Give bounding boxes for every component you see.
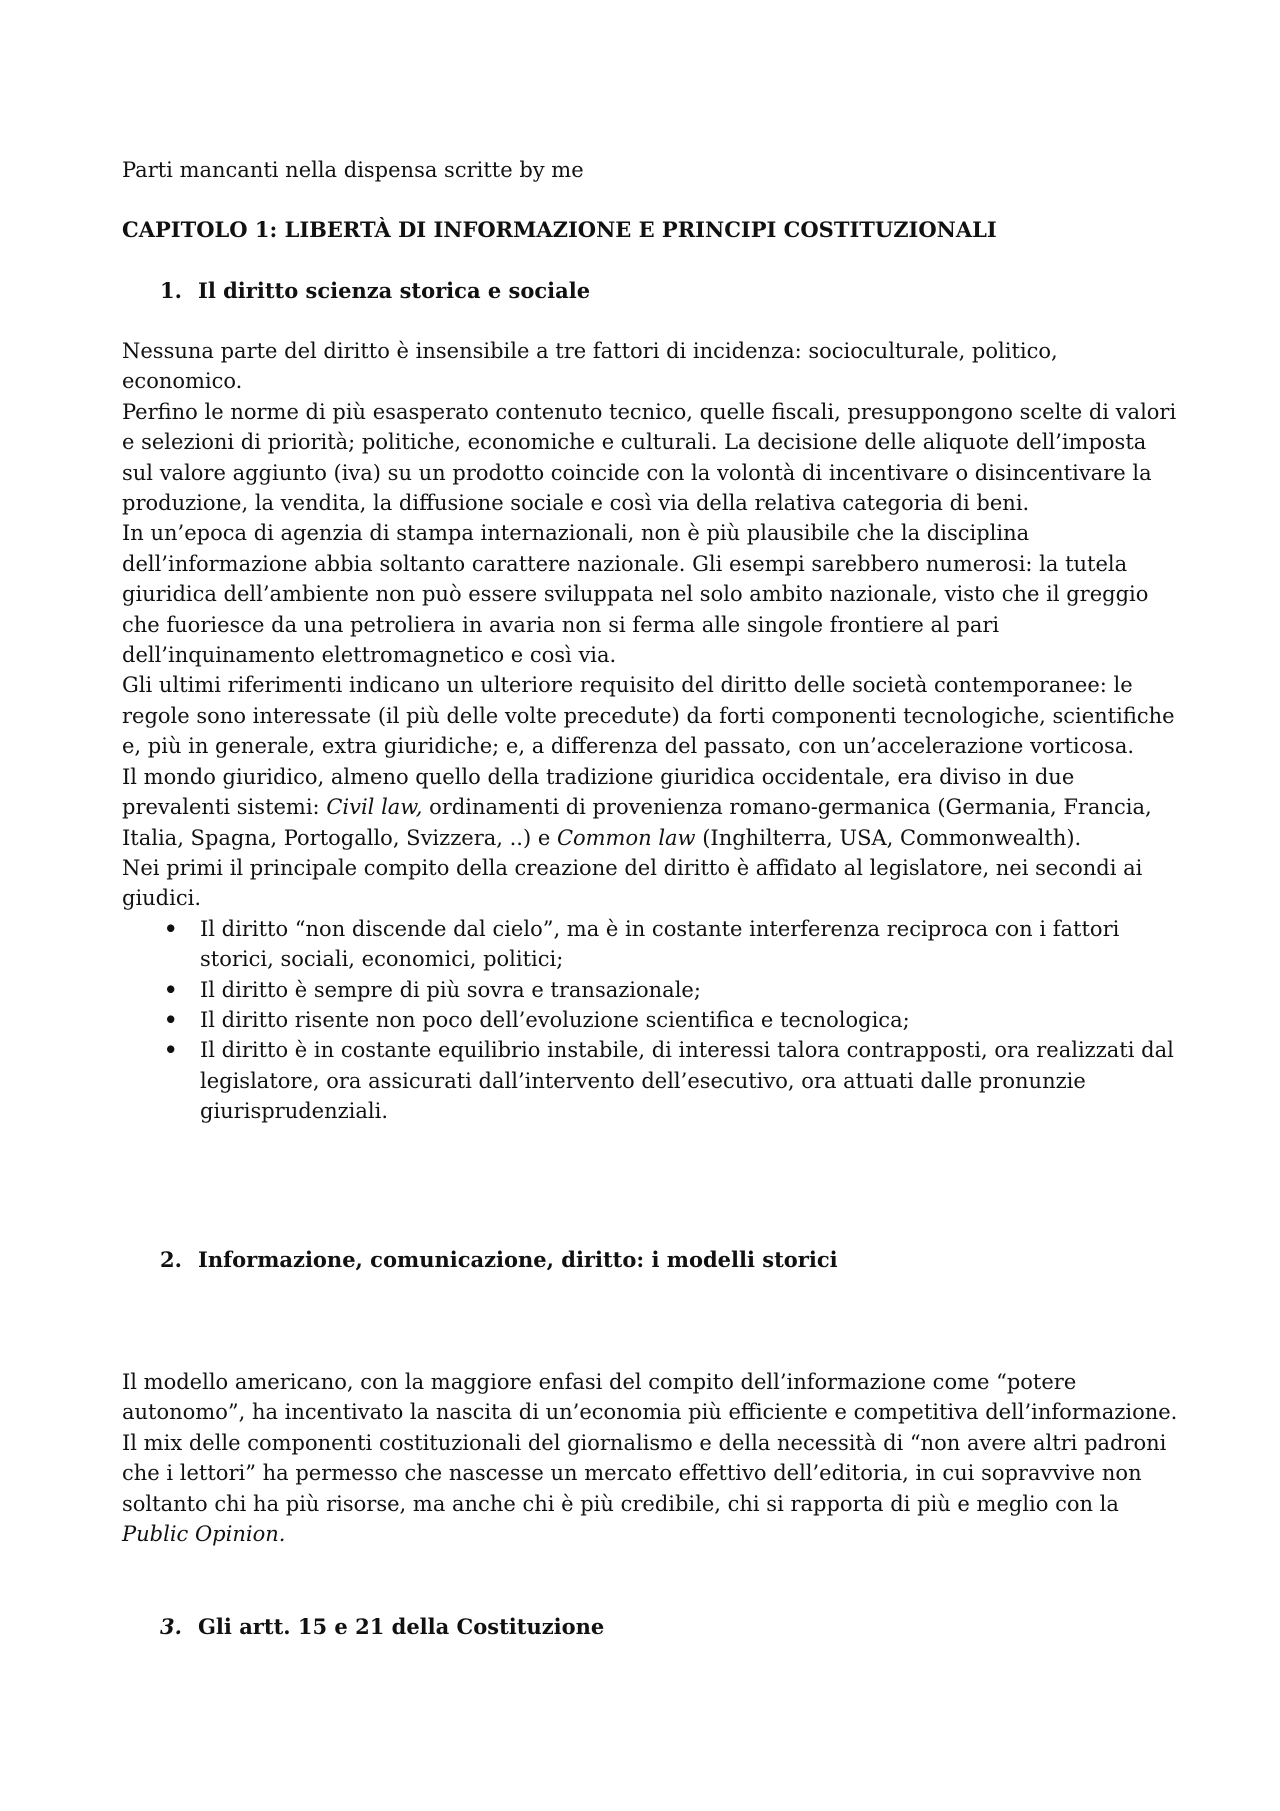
section-2-paragraph-2	[122, 1428, 1182, 1550]
section-1-number: 1.	[160, 278, 182, 303]
section-1-title: Il diritto scienza storica e sociale	[198, 278, 591, 303]
bullet-icon: •	[164, 915, 178, 941]
chapter-heading	[122, 215, 1182, 245]
paragraph-text: Il mix delle componenti costituzionali del giornalismo e della necessità di “non avere altri padroni che i lettori” ha permesso che nascesse un mercato effettivo dell’editoria, in cui sopravvive non soltanto chi ha più risorse, ma anche chi è più credibile, chi si rapporta di più e meglio con la	[122, 1430, 1167, 1516]
section-1-paragraph-5	[122, 762, 1182, 853]
list-item	[122, 1005, 1182, 1035]
section-1-paragraph-4: Gli ultimi riferimenti indicano un ulteriore requisito del diritto delle società contemporanee: le regole sono interessate (il più delle volte precedute) da forti componenti tecnologiche, scientifiche e, più in generale, extra giuridiche; e, a differenza del passato, con un’accelerazione vorticosa.	[122, 673, 1175, 759]
bullet-text: Il diritto risente non poco dell’evoluzione scientifica e tecnologica;	[200, 1007, 910, 1032]
section-1-paragraph-3: In un’epoca di agenzia di stampa internazionali, non è più plausibile che la disciplina dell’informazione abbia soltanto carattere nazionale. Gli esempi sarebbero numerosi: la tutela giuridica dell’ambiente non può essere sviluppata nel solo ambito nazionale, visto che il greggio che fuoriesce da una petroliera in avaria non si ferma alle singole frontiere al pari dell’inquinamento elettromagnetico e così via.	[122, 521, 1149, 668]
bullet-text: Il diritto è sempre di più sovra e transazionale;	[200, 977, 701, 1002]
bullet-text: Il diritto “non discende dal cielo”, ma è in costante interferenza reciproca con i fattori storici, sociali, economici, politici;	[200, 916, 1120, 972]
bullet-icon: •	[164, 1006, 178, 1032]
paragraph-5-text-b: ordinamenti di provenienza romano-germanica (Germania, Francia, Italia, Spagna, Portogallo, Svizzera, ..) e	[122, 795, 1152, 850]
section-2-title: Informazione, comunicazione, diritto: i modelli storici	[198, 1247, 838, 1272]
intro-line	[122, 155, 1182, 185]
section-2-body	[122, 1367, 1182, 1549]
list-item	[122, 914, 1182, 975]
section-3-heading	[160, 1612, 604, 1642]
section-1-paragraph-6: Nei primi il principale compito della creazione del diritto è affidato al legislatore, nei secondi ai giudici.	[122, 855, 1143, 911]
bullet-icon: •	[164, 1037, 178, 1063]
section-1-paragraph-1: Nessuna parte del diritto è insensibile a tre fattori di incidenza: socioculturale, politico, economico.	[122, 339, 1058, 394]
bullet-icon: •	[164, 976, 178, 1002]
section-2-paragraph-1: Il modello americano, con la maggiore enfasi del compito dell’informazione come “potere autonomo”, ha incentivato la nascita di un’economia più efficiente e competitiva dell’informazione.	[122, 1370, 1178, 1425]
list-item	[122, 975, 1182, 1005]
list-item	[122, 1035, 1182, 1126]
section-2-heading	[160, 1245, 838, 1275]
section-1-bullet-list	[122, 914, 1182, 1127]
civil-law-term: Civil law,	[326, 795, 423, 820]
common-law-term: Common law	[556, 825, 696, 850]
intro-text: Parti mancanti nella dispensa scritte by me	[122, 158, 584, 182]
chapter-title: CAPITOLO 1: LIBERTÀ DI INFORMAZIONE E PRINCIPI COSTITUZIONALI	[122, 217, 997, 242]
paragraph-5-text-a: Il mondo giuridico, almeno quello della tradizione giuridica occidentale, era diviso in due prevalenti sistemi:	[122, 764, 1075, 820]
bullet-text: Il diritto è in costante equilibrio instabile, di interessi talora contrapposti, ora realizzati dal legislatore, ora assicurati dall’intervento dell’esecutivo, ora attuati dalle pronunzie giurisprudenziali.	[200, 1038, 1174, 1124]
section-3-title: Gli artt. 15 e 21 della Costituzione	[198, 1614, 605, 1639]
section-2-number: 2.	[160, 1247, 182, 1272]
section-1-heading	[160, 276, 590, 306]
section-1-body	[122, 336, 1182, 1127]
section-3-number: 3.	[160, 1614, 182, 1639]
section-1-paragraph-2: Perfino le norme di più esasperato contenuto tecnico, quelle fiscali, presuppongono scelte di valori e selezioni di priorità; politiche, economiche e culturali. La decisione delle aliquote dell’imposta sul valore aggiunto (iva) su un prodotto coincide con la volontà di incentivare o disincentivare la produzione, la vendita, la diffusione sociale e così via della relativa categoria di beni.	[122, 399, 1177, 516]
public-opinion-term: Public Opinion.	[122, 1522, 286, 1547]
paragraph-5-text-c: (Inghilterra, USA, Commonwealth).	[695, 825, 1082, 850]
